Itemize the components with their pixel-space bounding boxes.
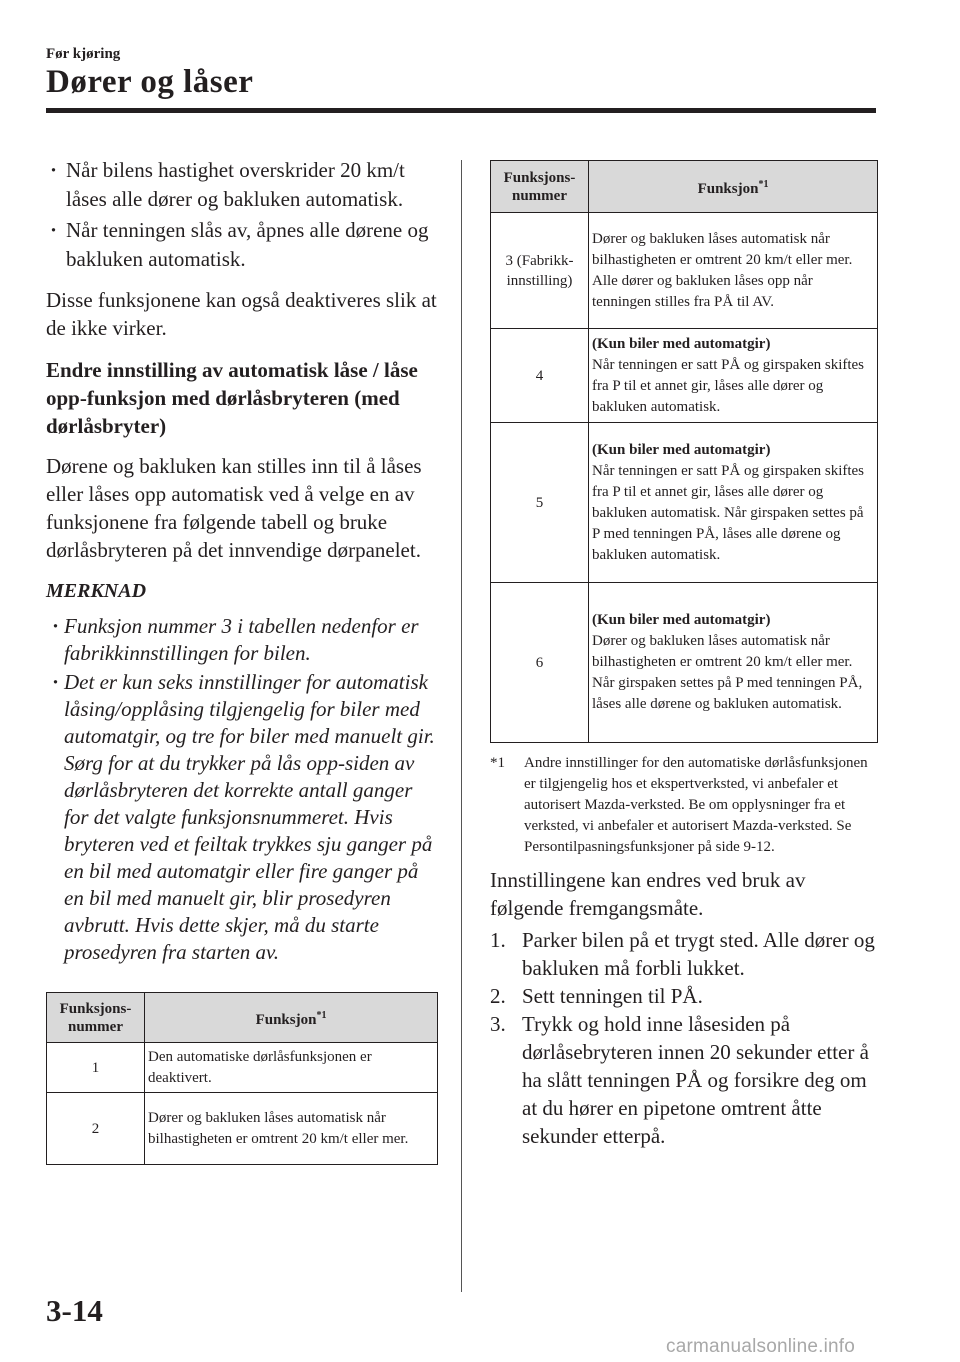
table-row — [491, 583, 878, 743]
bullet-item: · Når tenningen slås av, åpnes alle dørene og bakluken automatisk. — [46, 216, 438, 274]
table-row — [47, 1043, 438, 1093]
watermark: carmanualsonline.info — [666, 1336, 856, 1357]
row-number: 6 — [491, 583, 589, 743]
table-row — [491, 213, 878, 329]
row-number: 4 — [491, 329, 589, 423]
row-number: 3 (Fabrikk-innstilling) — [491, 213, 589, 329]
bullet-list — [46, 156, 438, 274]
row-description — [589, 423, 878, 583]
row-text: Når tenningen er satt PÅ og girspaken skiftes fra P til et annet gir, låses alle dører og bakluken automatisk. Når girspaken settes på P med tenningen PÅ, låses alle dørene og bakluken automatisk. — [592, 462, 865, 563]
col-header-number: Funksjons-nummer — [47, 993, 145, 1043]
row-number: 2 — [47, 1093, 145, 1165]
step-item: 3. Trykk og hold inne låsesiden på dørlåsebryteren innen 20 sekunder etter å ha slått tenningen PÅ og forsikre deg om at du hører en pipetone omtrent åtte sekunder etterpå. — [490, 1012, 869, 1148]
footnote — [490, 753, 878, 858]
row-text: Når tenningen er satt PÅ og girspaken skiftes fra P til et annet gir, låses alle dører og bakluken automatisk. — [592, 356, 865, 415]
table-row — [491, 423, 878, 583]
col-header-function: Funksjon$^{*1}$ — [145, 993, 438, 1043]
table-row — [47, 1093, 438, 1165]
row-qualifier: (Kun biler med automatgir) — [592, 335, 771, 352]
row-description: Dører og bakluken låses automatisk når bilhastigheten er omtrent 20 km/t eller mer. — [145, 1093, 438, 1165]
row-description — [589, 329, 878, 423]
table-header-row — [491, 161, 878, 213]
column-divider — [461, 160, 462, 1292]
note-item: · Funksjon nummer 3 i tabellen nedenfor er fabrikkinnstillingen for bilen. — [46, 613, 438, 667]
subheading: Endre innstilling av automatisk låse / låse opp-funksjon med dørlåsbryteren (med dørlåsbryter) — [46, 358, 418, 438]
right-column — [490, 160, 878, 1150]
page-title: Dører og låser — [46, 64, 254, 100]
row-number: 1 — [47, 1043, 145, 1093]
row-text: Dører og bakluken låses automatisk når bilhastigheten er omtrent 20 km/t eller mer. Når girspaken settes på P med tenningen PÅ, låses alle dørene og bakluken automatisk. — [592, 633, 863, 712]
paragraph: Disse funksjonene kan også deaktiveres slik at de ikke virker. — [46, 288, 437, 340]
row-qualifier: (Kun biler med automatgir) — [592, 441, 771, 458]
step-item: 1. Parker bilen på et trygt sted. Alle dører og bakluken må forbli lukket. — [490, 928, 875, 980]
bullet-item: · Når bilens hastighet overskrider 20 km/t låses alle dører og bakluken automatisk. — [46, 156, 438, 214]
note-item: · Det er kun seks innstillinger for automatisk låsing/opplåsing tilgjengelig for biler med automatgir, og tre for biler med manuelt gir. Sørg for at du trykker på lås opp-siden av dørlåsbryteren det korrekte antall ganger for det valgte funksjonsnummeret. Hvis bryteren ved et feiltak trykkes sju ganger på en bil med automatgir eller fire ganger på en bil med manuelt gir, blir prosedyren avbrutt. Hvis dette skjer, må du starte prosedyren fra starten av. — [46, 669, 438, 966]
step-item: 2. Sett tenningen til PÅ. — [490, 984, 703, 1008]
footnote-mark: *1 — [490, 755, 505, 771]
col-header-number: Funksjons-nummer — [491, 161, 589, 213]
table-header-row — [47, 993, 438, 1043]
col-header-function: Funksjon$^{*1}$ — [589, 161, 878, 213]
title-rule — [46, 108, 876, 113]
row-description: Den automatiske dørlåsfunksjonen er deaktivert. — [145, 1043, 438, 1093]
section-label: Før kjøring — [46, 46, 121, 62]
function-table-part1 — [46, 992, 438, 1165]
left-column — [46, 156, 438, 1165]
function-table-part2 — [490, 160, 878, 743]
row-description: Dører og bakluken låses automatisk når bilhastigheten er omtrent 20 km/t eller mer. Alle dører og bakluken låses opp når tenningen stilles fra PÅ til AV. — [589, 213, 878, 329]
row-number: 5 — [491, 423, 589, 583]
row-qualifier: (Kun biler med automatgir) — [592, 612, 771, 628]
paragraph: Innstillingene kan endres ved bruk av følgende fremgangsmåte. — [490, 868, 806, 920]
step-list — [490, 926, 878, 1150]
footnote-text: Andre innstillinger for den automatiske dørlåsfunksjonen er tilgjengelig hos et ekspertverksted, vi anbefaler et autorisert Mazda-verksted. Be om opplysninger fra et verksted, vi anbefaler et autorisert Mazda-verksted. Se Persontilpasningsfunksjoner på side 9-12. — [524, 755, 868, 855]
note-heading: MERKNAD — [46, 580, 147, 602]
paragraph: Dørene og bakluken kan stilles inn til å låses eller låses opp automatisk ved å velge en av funksjonene fra følgende tabell og bruke dørlåsbryteren på det innvendige dørpanelet. — [46, 454, 422, 562]
table-row — [491, 329, 878, 423]
page-number: 3-14 — [46, 1293, 103, 1328]
row-description — [589, 583, 878, 743]
note-list — [46, 613, 438, 966]
